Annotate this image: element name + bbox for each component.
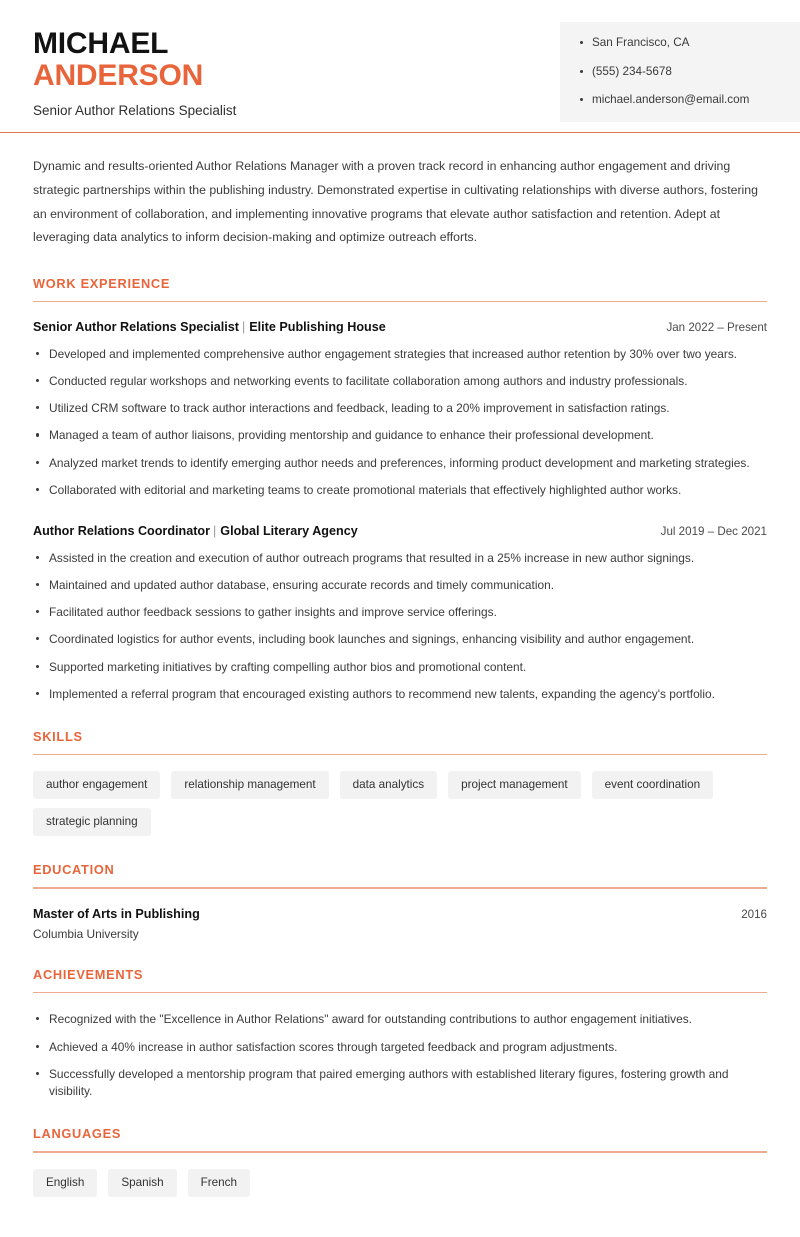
education-year: 2016 bbox=[741, 907, 767, 921]
section-title-skills: SKILLS bbox=[33, 729, 83, 745]
section-rule bbox=[33, 301, 767, 302]
skill-chip: data analytics bbox=[340, 771, 437, 799]
first-name: MICHAEL bbox=[33, 27, 169, 60]
section-title-languages: LANGUAGES bbox=[33, 1126, 122, 1142]
section-work-experience bbox=[33, 276, 767, 703]
list-item: Maintained and updated author database, ensuring accurate records and timely communication. bbox=[33, 577, 767, 594]
work-entry-header bbox=[33, 523, 767, 539]
contact-list bbox=[580, 36, 784, 108]
list-item: Developed and implemented comprehensive author engagement strategies that increased author retention by 30% over two years. bbox=[33, 346, 767, 363]
work-date-range: Jan 2022 – Present bbox=[666, 321, 767, 335]
work-bullet-list bbox=[33, 550, 767, 704]
contact-phone: (555) 234-5678 bbox=[580, 65, 784, 80]
work-entry-title bbox=[33, 319, 386, 335]
list-item: Managed a team of author liaisons, providing mentorship and guidance to enhance their professional development. bbox=[33, 427, 767, 444]
full-name bbox=[33, 28, 236, 93]
identity-block bbox=[0, 22, 236, 118]
list-item: Coordinated logistics for author events, including book launches and signings, enhancing visibility and author engagement. bbox=[33, 631, 767, 648]
professional-headline: Senior Author Relations Specialist bbox=[33, 102, 237, 118]
list-item: Collaborated with editorial and marketing teams to create promotional materials that effectively highlighted author works. bbox=[33, 482, 767, 499]
work-entry-header bbox=[33, 319, 767, 335]
section-rule bbox=[33, 754, 767, 755]
education-school: Columbia University bbox=[33, 926, 139, 941]
last-name: ANDERSON bbox=[33, 59, 204, 93]
work-date-range: Jul 2019 – Dec 2021 bbox=[660, 525, 767, 539]
work-role: Senior Author Relations Specialist bbox=[33, 320, 239, 335]
work-bullet-list bbox=[33, 346, 767, 500]
resume-header bbox=[0, 0, 800, 133]
education-entry-header bbox=[33, 907, 767, 921]
work-entry bbox=[33, 523, 767, 703]
list-item: Analyzed market trends to identify emerging author needs and preferences, informing product development and marketing strategies. bbox=[33, 455, 767, 472]
skill-chip: strategic planning bbox=[33, 808, 151, 836]
contact-email: michael.anderson@email.com bbox=[580, 93, 784, 108]
skill-chip: project management bbox=[448, 771, 581, 799]
achievements-list bbox=[33, 1011, 767, 1100]
list-item: Recognized with the "Excellence in Author Relations" award for outstanding contributions to author engagement initiatives. bbox=[33, 1011, 767, 1028]
section-languages bbox=[33, 1126, 767, 1236]
language-chip: English bbox=[33, 1169, 97, 1197]
languages-chip-list bbox=[33, 1169, 767, 1197]
list-item: Utilized CRM software to track author interactions and feedback, leading to a 20% improvement in satisfaction ratings. bbox=[33, 400, 767, 417]
section-rule bbox=[33, 992, 767, 993]
section-rule bbox=[33, 1151, 767, 1152]
list-item: Successfully developed a mentorship program that paired emerging authors with established literary figures, fostering growth and visibility. bbox=[33, 1066, 767, 1101]
list-item: Implemented a referral program that encouraged existing authors to recommend new talents, expanding the agency's portfolio. bbox=[33, 686, 767, 703]
list-item: Conducted regular workshops and networking events to facilitate collaboration among authors and industry professionals. bbox=[33, 373, 767, 390]
title-separator: | bbox=[241, 320, 246, 335]
contact-box bbox=[560, 22, 800, 122]
section-title-work-experience: WORK EXPERIENCE bbox=[33, 275, 171, 291]
section-achievements bbox=[33, 967, 767, 1100]
language-chip: French bbox=[188, 1169, 250, 1197]
list-item: Supported marketing initiatives by crafting compelling author bios and promotional content. bbox=[33, 659, 767, 676]
section-rule bbox=[33, 887, 767, 888]
education-degree: Master of Arts in Publishing bbox=[33, 906, 200, 921]
work-role: Author Relations Coordinator bbox=[33, 524, 211, 539]
header-divider bbox=[0, 132, 800, 134]
professional-summary: Dynamic and results-oriented Author Relations Manager with a proven track record in enhancing author engagement and driving strategic partnerships within the publishing industry. Demonstrated expertise in cultivating relationships with diverse authors, fostering an environment of collaboration, and implementing innovative programs that elevate author satisfaction and retention. Adept at leveraging data analytics to inform decision-making and optimize outreach efforts. bbox=[33, 159, 758, 245]
list-item: Facilitated author feedback sessions to gather insights and improve service offerings. bbox=[33, 604, 767, 621]
work-company: Global Literary Agency bbox=[220, 524, 358, 539]
education-entry bbox=[33, 907, 767, 941]
skills-chip-list bbox=[33, 771, 767, 836]
skill-chip: relationship management bbox=[171, 771, 328, 799]
section-skills bbox=[33, 729, 767, 836]
list-item: Achieved a 40% increase in author satisfaction scores through targeted feedback and program adjustments. bbox=[33, 1039, 767, 1056]
work-entry-title bbox=[33, 523, 358, 539]
section-title-education: EDUCATION bbox=[33, 862, 115, 878]
skill-chip: event coordination bbox=[592, 771, 714, 799]
skill-chip: author engagement bbox=[33, 771, 160, 799]
language-chip: Spanish bbox=[108, 1169, 176, 1197]
contact-location: San Francisco, CA bbox=[580, 36, 784, 51]
title-separator: | bbox=[213, 524, 217, 539]
work-company: Elite Publishing House bbox=[249, 320, 386, 335]
list-item: Assisted in the creation and execution of author outreach programs that resulted in a 25% increase in new author signings. bbox=[33, 550, 767, 567]
section-education bbox=[33, 862, 767, 940]
section-title-achievements: ACHIEVEMENTS bbox=[33, 966, 144, 982]
work-entry bbox=[33, 319, 767, 499]
